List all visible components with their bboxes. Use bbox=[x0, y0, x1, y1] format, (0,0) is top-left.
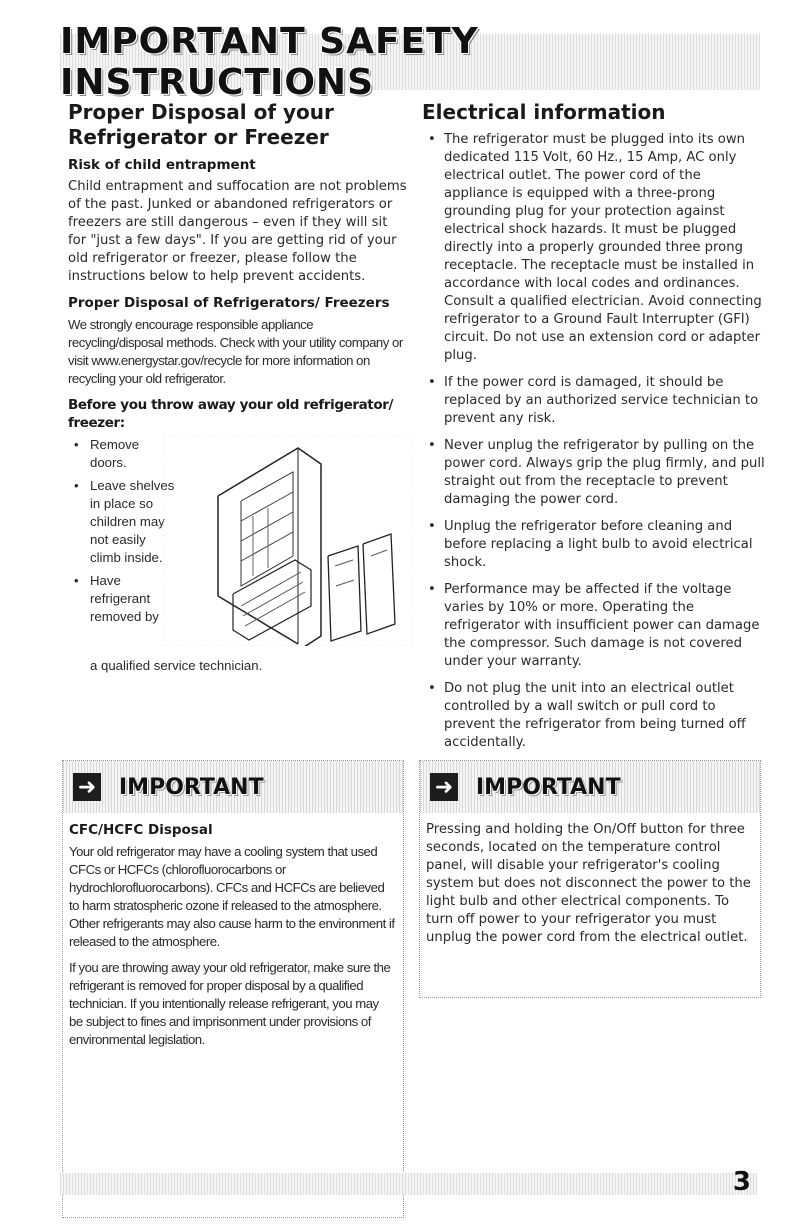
bullet-icon: • bbox=[428, 681, 436, 696]
disposal-heading-line2: Refrigerator or Freezer bbox=[68, 125, 329, 149]
page-footer bbox=[60, 1167, 757, 1197]
arrow-right-icon: ➜ bbox=[73, 773, 101, 801]
bullet-icon: • bbox=[428, 132, 436, 147]
bullet-icon: • bbox=[428, 519, 436, 534]
electrical-section bbox=[422, 100, 767, 761]
important-body bbox=[63, 813, 403, 1049]
bullet-icon: • bbox=[74, 478, 79, 493]
important-header bbox=[420, 761, 760, 813]
bullet-icon: • bbox=[74, 437, 79, 452]
list-item: • Performance may be affected if the voltage varies by 10% or more. Operating the refrigerator with insufficient power can damage the compressor. Such damage is not covered under your warranty. bbox=[428, 582, 760, 669]
banner-title: IMPORTANT SAFETY INSTRUCTIONS bbox=[60, 21, 479, 103]
list-item: • Have refrigerant removed by bbox=[74, 573, 159, 624]
bullet-icon: • bbox=[428, 375, 436, 390]
bullet-icon: • bbox=[428, 582, 436, 597]
throw-away-list bbox=[68, 436, 178, 631]
list-item: • Leave shelves in place so children may not easily climb inside. bbox=[74, 478, 175, 565]
disposal-section bbox=[68, 100, 408, 673]
important-box-power bbox=[419, 760, 761, 998]
risk-heading: Risk of child entrapment bbox=[68, 157, 256, 173]
refrigerator-illustration bbox=[163, 436, 413, 646]
cfc-heading: CFC/HCFC Disposal bbox=[69, 822, 213, 838]
important-header bbox=[63, 761, 403, 813]
electrical-heading: Electrical information bbox=[422, 100, 666, 124]
throw-away-steps bbox=[68, 436, 408, 673]
list-item: • Never unplug the refrigerator by pulling on the power cord. Always grip the plug firmly, and pull straight out from the receptacle to prevent damaging the power cord. bbox=[428, 438, 765, 507]
list-item: • The refrigerator must be plugged into its own dedicated 115 Volt, 60 Hz., 15 Amp, AC only electrical outlet. The power cord of the appliance is equipped with a three-prong grounding plug for your protection against electrical shock hazards. It must be plugged directly into a properly grounded three prong receptacle. The receptacle must be installed in accordance with local codes and ordinances. Consult a qualified electrician. Avoid connecting refrigerator to a Ground Fault Interrupter (GFI) circuit. Do not use an extension cord or adapter plug. bbox=[428, 132, 762, 363]
important-label: IMPORTANT bbox=[476, 774, 621, 800]
risk-text: Child entrapment and suffocation are not problems of the past. Junked or abandoned refrigerators or freezers are still dangerous – even if they will sit for "just a few days". If you are getting rid of your old refrigerator or freezer, please follow the instructions below to help prevent accidents. bbox=[68, 179, 407, 284]
list-item: • Remove doors. bbox=[74, 437, 140, 470]
arrow-right-icon: ➜ bbox=[430, 773, 458, 801]
power-paragraph: Pressing and holding the On/Off button for three seconds, located on the temperature control panel, will disable your refrigerator's cooling system but does not disconnect the power to the light bulb and other electrical components. To turn off power to your refrigerator you must unplug the power cord from the electrical outlet. bbox=[426, 822, 751, 945]
disposal-heading bbox=[68, 100, 408, 150]
cfc-paragraph-1: Your old refrigerator may have a cooling system that used CFCs or HCFCs (chlorofluorocarbons or hydrochlorofluorocarbons). CFCs and HCFCs are believed to harm stratospheric ozone if released to the atmosphere. Other refrigerants may also cause harm to the environment if released to the atmosphere. bbox=[69, 844, 395, 949]
list-item: • If the power cord is damaged, it should be replaced by an authorized service technician to prevent any risk. bbox=[428, 375, 759, 426]
list-item: • Unplug the refrigerator before cleaning and before replacing a light bulb to avoid electrical shock. bbox=[428, 519, 753, 570]
electrical-list bbox=[422, 131, 767, 752]
proper-disposal-text: We strongly encourage responsible appliance recycling/disposal methods. Check with your utility company or visit www.energystar.gov/recycle for more information on recycling your old refrigerator. bbox=[68, 317, 403, 386]
proper-disposal-heading: Proper Disposal of Refrigerators/ Freezers bbox=[68, 295, 390, 311]
before-throw-heading: Before you throw away your old refrigerator/ freezer: bbox=[68, 397, 394, 431]
bullet-icon: • bbox=[74, 573, 79, 588]
page-banner bbox=[60, 21, 760, 103]
disposal-heading-line1: Proper Disposal of your bbox=[68, 100, 334, 124]
bullet-icon: • bbox=[428, 438, 436, 453]
important-label: IMPORTANT bbox=[119, 774, 264, 800]
page-number: 3 bbox=[732, 1167, 751, 1197]
important-box-cfc bbox=[62, 760, 404, 1218]
throw-away-step-tail: a qualified service technician. bbox=[90, 658, 263, 673]
list-item: • Do not plug the unit into an electrical outlet controlled by a wall switch or pull cord to prevent the refrigerator from being turned off accidentally. bbox=[428, 681, 746, 750]
important-body bbox=[420, 813, 760, 947]
cfc-paragraph-2: If you are throwing away your old refrigerator, make sure the refrigerant is removed for proper disposal by a qualified technician. If you intentionally release refrigerant, you may be subject to fines and imprisonment under provisions of environmental legislation. bbox=[69, 960, 391, 1047]
